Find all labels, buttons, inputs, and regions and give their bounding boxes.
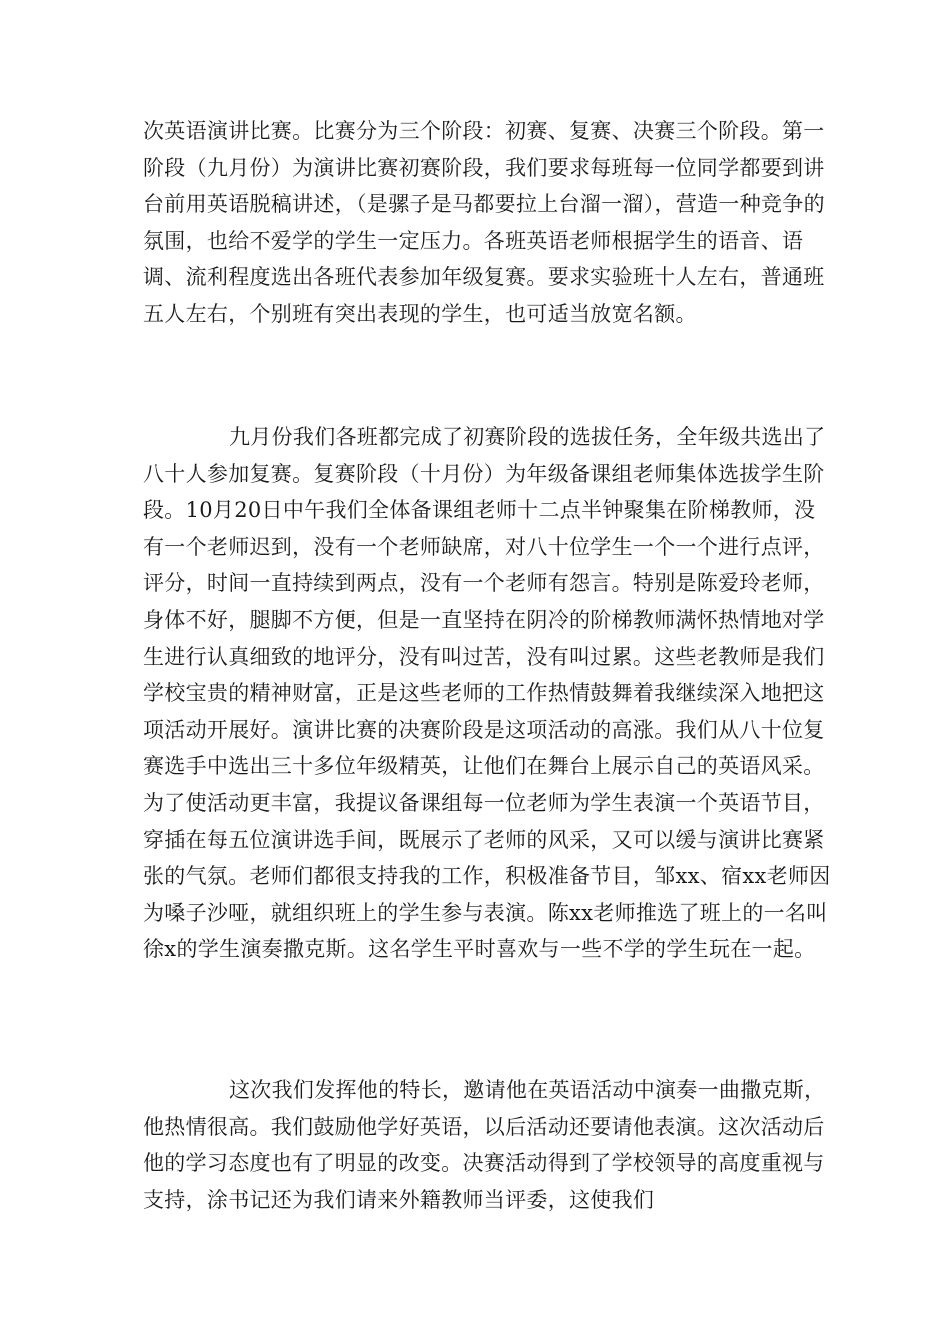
paragraph-3: 这次我们发挥他的特长，邀请他在英语活动中演奏一曲撒克斯，他热情很高。我们鼓励他学好英语，以后活动还要请他表演。这次活动后他的学习态度也有了明显的改变。决赛活动得到了学校领导的高度重视与支持，涂书记还为我们请来外籍教师当评委，这使我们 <box>143 1078 826 1212</box>
paragraph-2: 九月份我们各班都完成了初赛阶段的选拔任务，全年级共选出了八十人参加复赛。复赛阶段（十月份）为年级备课组老师集体选拔学生阶段。10月20日中午我们全体备课组老师十二点半钟聚集在阶梯教师，没有一个老师迟到，没有一个老师缺席，对八十位学生一个一个进行点评，评分，时间一直持续到两点，没有一个老师有怨言。特别是陈爱玲老师，身体不好，腿脚不方便，但是一直坚持在阴冷的阶梯教师满怀热情地对学生进行认真细致的地评分，没有叫过苦，没有叫过累。这些老教师是我们学校宝贵的精神财富，正是这些老师的工作热情鼓舞着我继续深入地把这项活动开展好。演讲比赛的决赛阶段是这项活动的高涨。我们从八十位复赛选手中选出三十多位年级精英，让他们在舞台上展示自己的英语风采。为了使活动更丰富，我提议备课组每一位老师为学生表演一个英语节目，穿插在每五位演讲选手间，既展示了老师的风采，又可以缓与演讲比赛紧张的气氛。老师们都很支持我的工作，积极准备节目，邹xx、宿xx老师因为嗓子沙哑，就组织班上的学生参与表演。陈xx老师推选了班上的一名叫徐x的学生演奏撒克斯。这名学生平时喜欢与一些不学的学生玩在一起。 <box>143 425 831 962</box>
paragraph-1: 次英语演讲比赛。比赛分为三个阶段：初赛、复赛、决赛三个阶段。第一阶段（九月份）为演讲比赛初赛阶段，我们要求每班每一位同学都要到讲台前用英语脱稿讲述，（是骡子是马都要拉上台溜一溜），营造一种竞争的氛围，也给不爱学的学生一定压力。各班英语老师根据学生的语音、语调、流利程度选出各班代表参加年级复赛。要求实验班十人左右，普通班五人左右，个别班有突出表现的学生，也可适当放宽名额。 <box>143 119 825 326</box>
